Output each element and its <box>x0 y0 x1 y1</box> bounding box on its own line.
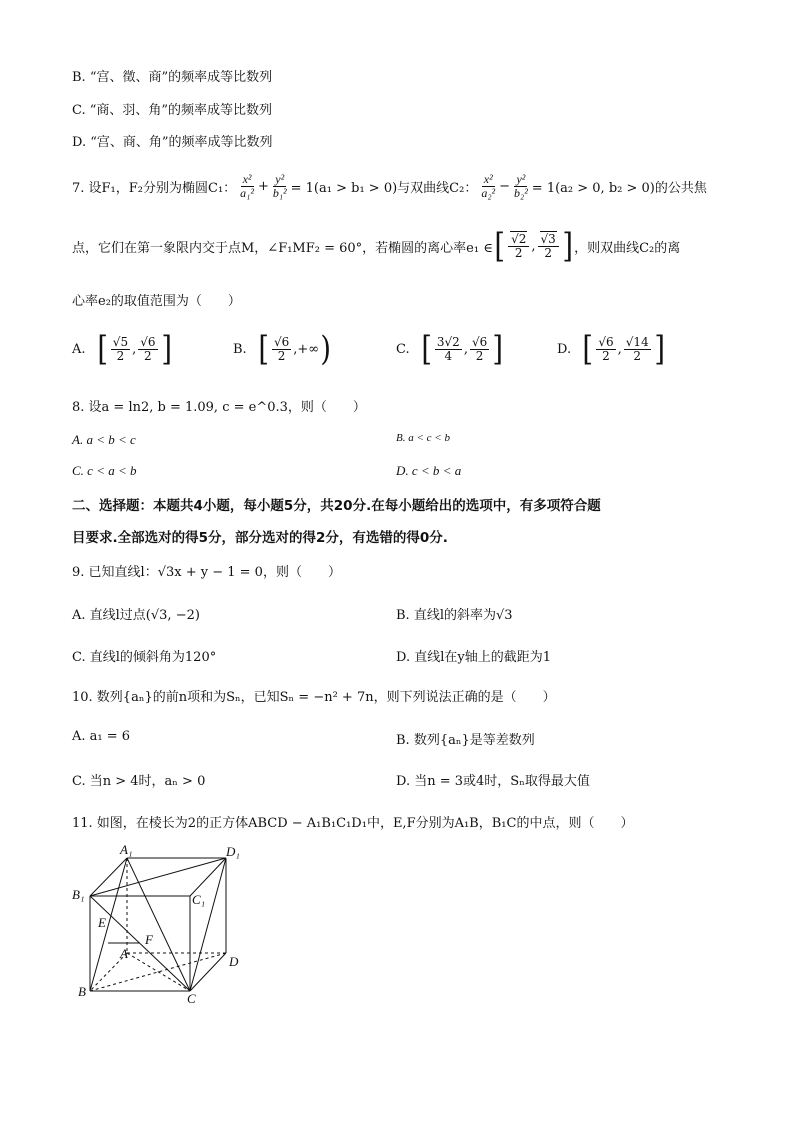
q9-option-b: B. 直线l的斜率为√3 <box>396 608 513 623</box>
q7-line1-a: 7. 设F₁，F₂分别为椭圆C₁： <box>72 180 237 196</box>
q7-line2-a: 点，它们在第一象限内交于点M，∠F₁MF₂ = 60°，若椭圆的离心率e₁ ∈ <box>72 240 493 256</box>
q6-option-c: C. “商、羽、角”的频率成等比数列 <box>72 103 273 118</box>
vertex-d1: D₁ <box>226 844 240 859</box>
hyperbola-frac-x: $\frac{\text{x²}}{\text{a₂²}}$ <box>481 171 496 200</box>
q9-stem: 9. 已知直线l：√3x + y − 1 = 0，则（ ） <box>72 565 341 580</box>
q10-option-a: A. a₁ = 6 <box>72 729 131 744</box>
q7-hyperbola-tail: = 1(a₂ > 0, b₂ > 0)的公共焦 <box>531 180 707 196</box>
q6-option-d: D. “宫、商、角”的频率成等比数列 <box>72 135 273 150</box>
q9-option-c: C. 直线l的倾斜角为120° <box>72 650 217 665</box>
ellipse-frac-y: $\frac{\text{y²}}{\text{b₁²}}$ <box>272 171 287 200</box>
vertex-a1: A₁ <box>120 842 133 857</box>
vertex-b: B <box>78 984 86 999</box>
hyperbola-frac-y: $\frac{\text{y²}}{\text{b₂²}}$ <box>514 171 528 200</box>
vertex-a: A <box>120 946 128 961</box>
vertex-d: D <box>229 954 239 969</box>
section2-heading-line2: 目要求.全部选对的得5分，部分选对的得2分，有选错的得0分. <box>72 530 448 546</box>
q9-option-a: A. 直线l过点(√3, −2) <box>72 608 200 623</box>
vertex-b1: B₁ <box>72 887 85 902</box>
q7-line2-b: ，则双曲线C₂的离 <box>574 240 681 256</box>
q10-stem: 10. 数列{aₙ}的前n项和为Sₙ，已知Sₙ = −n² + 7n，则下列说法正确的是（ ） <box>72 690 556 705</box>
q7-option-d: D. [ $\frac{√6}{2}$ , $\frac{√14}{2}$ ] <box>557 329 665 369</box>
q7-option-a: A. [ $\frac{√5}{2}$ , $\frac{√6}{2}$ ] <box>72 329 172 369</box>
cube-figure <box>70 838 260 1018</box>
q11-stem: 11. 如图，在棱长为2的正方体ABCD − A₁B₁C₁D₁中，E,F分别为A₁B，B₁C的中点，则（ ） <box>72 816 634 831</box>
point-f: F <box>145 932 153 947</box>
q10-option-c: C. 当n > 4时，aₙ > 0 <box>72 774 206 789</box>
cube-visible-edges <box>90 858 226 991</box>
q7-stem-line3: 心率e₂的取值范围为（ ） <box>72 294 241 309</box>
q7-stem-line1: 7. 设F₁，F₂分别为椭圆C₁： $\frac{\text{x²}}{\text{a₁²}}$ + $\frac{\text{y²}}{\text{b₁²}}$ = 1(a₁ > b₁ > 0)与双曲线C₂： $\frac{\text{x²}}{\text{a₂²}}$ − $\frac{\text{y²}}{\text{b₂²}}$ = 1(a₂ > 0, b₂ > 0)的公共焦 <box>72 171 707 200</box>
q8-option-b: B. a < c < b <box>396 432 450 444</box>
q10-option-d: D. 当n = 3或4时，Sₙ取得最大值 <box>396 774 590 789</box>
point-e: E <box>98 915 106 930</box>
q7-option-c: C. [ $\frac{3√2}{4}$ , $\frac{√6}{2}$ ] <box>396 329 504 369</box>
q8-stem: 8. 设a = ln2, b = 1.09, c = e^0.3，则（ ） <box>72 400 366 415</box>
q9-option-d: D. 直线l在y轴上的截距为1 <box>396 650 551 665</box>
q8-option-d: D. c < b < a <box>396 463 462 478</box>
q8-option-c: C. c < a < b <box>72 463 137 478</box>
vertex-c1: C₁ <box>192 892 206 907</box>
vertex-c: C <box>187 991 196 1006</box>
q7-ellipse-tail: = 1(a₁ > b₁ > 0)与双曲线C₂： <box>290 180 478 196</box>
q7-stem-line2: 点，它们在第一象限内交于点M，∠F₁MF₂ = 60°，若椭圆的离心率e₁ ∈ [ $\frac{√2}{2}$ , $\frac{√3}{2}$ ] ，则双曲线C₂的离 <box>72 226 681 266</box>
section2-heading-line1: 二、选择题：本题共4小题，每小题5分，共20分.在每小题给出的选项中，有多项符合题 <box>72 498 601 514</box>
ellipse-frac-x: $\frac{\text{x²}}{\text{a₁²}}$ <box>240 171 254 200</box>
q7-option-b: B. [ $\frac{√6}{2}$ ,+∞ ) <box>233 329 332 369</box>
q8-option-a: A. a < b < c <box>72 432 136 447</box>
q6-option-b: B. “宫、徵、商”的频率成等比数列 <box>72 70 273 85</box>
q10-option-b: B. 数列{aₙ}是等差数列 <box>396 733 535 748</box>
